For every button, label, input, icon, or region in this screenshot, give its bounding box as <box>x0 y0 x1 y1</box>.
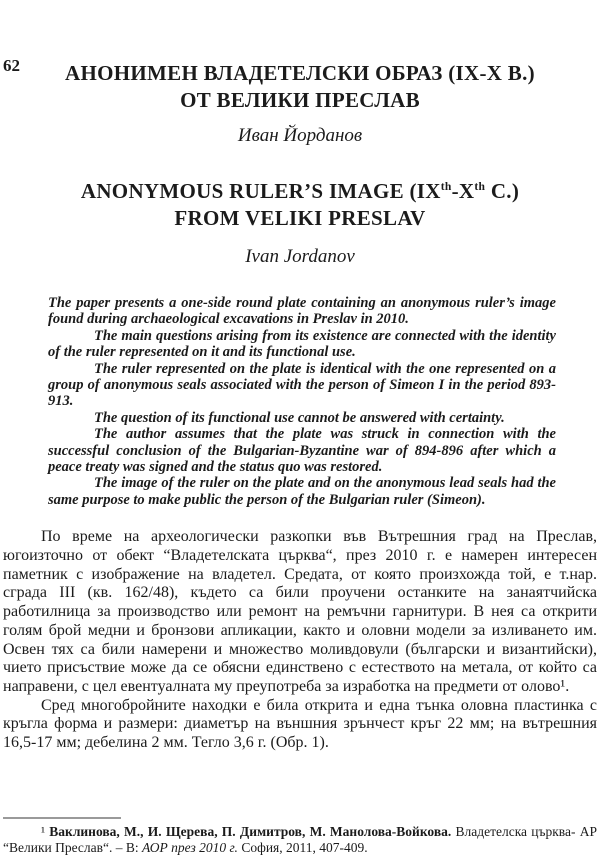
footnote-body-pre: Владетелска църква- АР “Велики Преслав“. – В: <box>3 823 597 855</box>
title-english-line1: ANONYMOUS RULER’S IMAGE (IXth-Xth C.) <box>80 179 520 203</box>
abstract-paragraph: The ruler represented on the plate is identical with the one represented on a group of anonymous seals associated with the person of Simeon I in the period 893-913. <box>48 360 556 410</box>
footnote-text <box>3 824 597 856</box>
author-english: Ivan Jordanov <box>245 246 355 267</box>
abstract-block <box>48 295 556 508</box>
body-paragraph: По време на археологически разкопки във Вътрешния град на Преслав, югоизточно от обект “Владетелската църква“, през 2010 г. е намерен интересен паметник с изображение на владетел. Средата, от която произхожда той, е т.нар. сграда III (кв. 162/48), където са били проучени останките на занаятчийска работилница за производство или ремонт на ремъчни гарнитури. В нея са открити голям брой медни и бронзови апликации, както и оловни модели за изливането им. Освен тях са били намерени и множество моливдовули (български и византийски), чието присъствие може да се обясни единствено с естеството на метала, от който са направени, с цел евентуалната му преупотреба за изработка на предмети от олово¹. <box>3 528 597 695</box>
footnote-block <box>3 817 597 856</box>
footnote-marker: ¹ <box>41 823 50 839</box>
author-bulgarian: Иван Йорданов <box>237 125 363 146</box>
title-english <box>10 178 590 232</box>
title-english-line2: FROM VELIKI PRESLAV <box>174 206 426 230</box>
article-body <box>3 528 597 752</box>
footnote-authors: Ваклинова, М., И. Щерева, П. Димитров, М. Манолова-Войкова. <box>49 823 452 839</box>
title-bulgarian-line1: АНОНИМЕН ВЛАДЕТЕЛСКИ ОБРАЗ (IX-X В.) <box>65 61 535 85</box>
abstract-paragraph: The main questions arising from its existence are connected with the identity of the ruler represented on it and its functional use. <box>48 327 556 361</box>
superscript-th: th <box>474 181 486 193</box>
title-bulgarian-line2: ОТ ВЕЛИКИ ПРЕСЛАВ <box>180 88 420 112</box>
footnote-divider <box>3 817 121 819</box>
document-page <box>0 56 600 855</box>
body-paragraph: Сред многобройните находки е била открита и една тънка оловна пластинка с кръгла форма и размери: диаметър на външния зрънчест кръг 22 мм; на вътрешния 16,5-17 мм; дебелина 2 мм. Тегло 3,6 г. (Обр. 1). <box>3 696 597 752</box>
abstract-paragraph: The paper presents a one-side round plate containing an anonymous ruler’s image found during archaeological excavations in Preslav in 2010. <box>48 295 556 328</box>
abstract-paragraph: The question of its functional use cannot be answered with certainty. <box>94 409 505 426</box>
page-number: 62 <box>3 56 20 75</box>
superscript-th: th <box>440 181 452 193</box>
footnote-body-post: София, 2011, 407-409. <box>237 839 368 855</box>
abstract-paragraph: The image of the ruler on the plate and on the anonymous lead seals had the same purpose to make public the person of the Bulgarian ruler (Simeon). <box>48 475 556 508</box>
footnote-source-title: АОР през 2010 г. <box>142 839 238 855</box>
abstract-paragraph: The author assumes that the plate was struck in connection with the successful conclusion of the Bulgarian-Byzantine war of 894-896 after which a peace treaty was signed and the status quo was restored. <box>48 426 556 476</box>
title-bulgarian <box>10 60 590 114</box>
